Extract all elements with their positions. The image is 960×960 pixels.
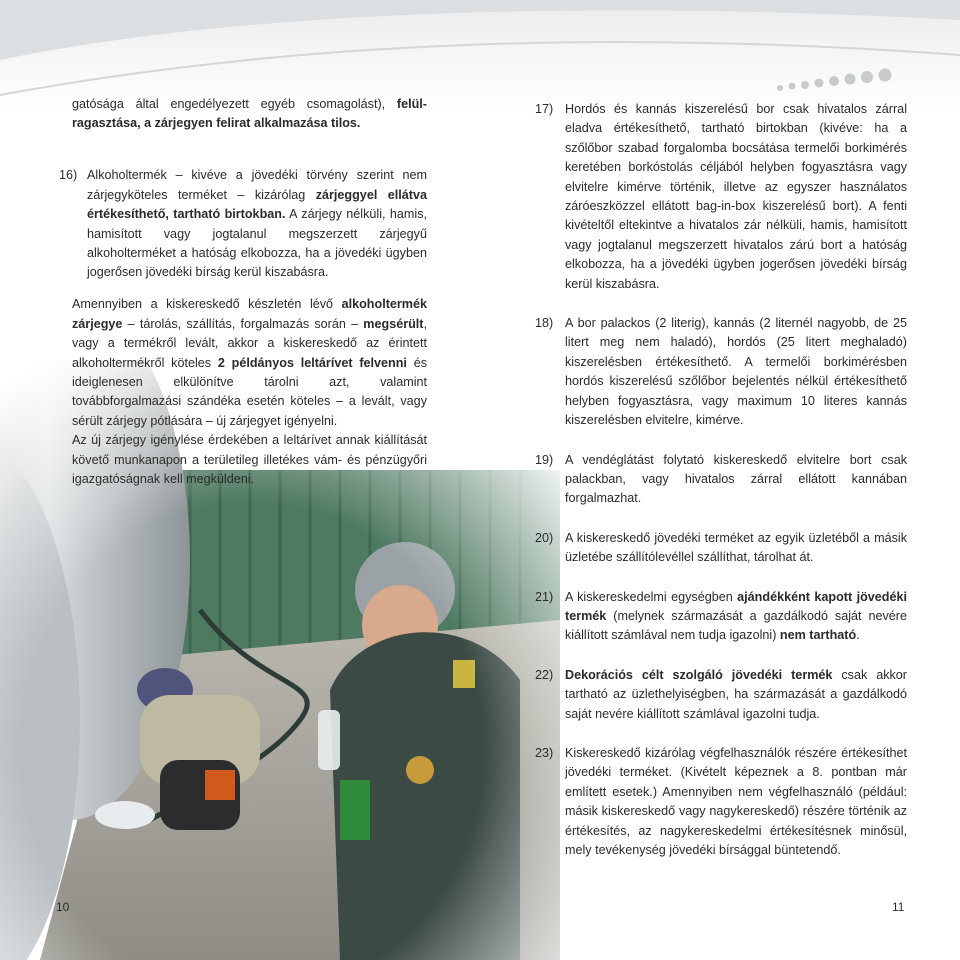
para-text: – tárolás, szállítás, forgalmazás során – bbox=[122, 316, 364, 331]
item-bold: Dekorációs célt szolgáló jövedéki termék bbox=[565, 667, 833, 682]
item-bold: zárjeggyel ellátva értékesíthető, tartható birtokban. bbox=[87, 187, 427, 222]
list-item-18 bbox=[535, 314, 907, 430]
para-text: , vagy a termékről levált, akkor a kiskereskedő az érintett alkoholtermékről köteles bbox=[72, 316, 427, 370]
right-column bbox=[535, 100, 907, 860]
item-text: csak akkor tartható az üzlethelyiségben, ha származását a gazdálkodó saját nevére kiállított számlával igazolni tudja. bbox=[565, 667, 907, 721]
list-item-22 bbox=[535, 666, 907, 724]
para-text: és ideiglenesen elkülönítve tárolni azt, valamint továbbforgalmazási szándéka esetén köteles – a levált, vagy sérült zárjegy pótlására – új zárjegyet igényelni. bbox=[72, 355, 427, 428]
list-item-16 bbox=[59, 166, 427, 282]
intro-bold: felülragasztása, a zárjegyen felirat alkalmazása tilos. bbox=[72, 97, 427, 131]
item-text: A kiskereskedelmi egységben bbox=[565, 589, 738, 604]
item-text: A kiskereskedő jövedéki terméket az egyik üzletéből a másik üzletébe szállítólevéllel szállíthat, tárolhat át. bbox=[565, 530, 907, 565]
item-text: Alkoholtermék – kivéve a jövedéki törvény szerint nem zárjegyköteles terméket – kizárólag bbox=[87, 168, 427, 202]
list-item-17 bbox=[535, 100, 907, 294]
paragraph-damaged-seal bbox=[72, 295, 427, 431]
left-column bbox=[59, 95, 428, 490]
item-number: 19) bbox=[535, 452, 554, 467]
para-bold: alkoholtermék zárjegye bbox=[72, 297, 427, 331]
item-number: 21) bbox=[535, 589, 554, 604]
item-text: A zárjegy nélküli, hamis, hamisított vagy jogtalanul megszerzett zárjegyű alkoholterméket a hatóság elkobozza, ha a jövedéki ügyben jogerősen jövedéki bírság kerül kiszabásra. bbox=[87, 207, 428, 280]
item-text: Kiskereskedő kizárólag végfelhasználók részére értékesíthet jövedéki terméket. (Kivételt képeznek a 8. pontban már említett esetek.) Amennyiben nem végfelhasználó (például: másik kiskereskedő vagy nagykereskedő) részére történik az értékesítés, az nagykereskedelmi értékesítésnek minősül, mely tevékenység jövedéki bírsággal büntetendő. bbox=[565, 745, 907, 857]
para-text: Amennyiben a kiskereskedő készletén lévő bbox=[72, 297, 342, 312]
page-number-right: 11 bbox=[892, 900, 905, 914]
item-text: A vendéglátást folytató kiskereskedő elvitelre bort csak palackban, vagy hivatalos zárral ellátott kannában forgalmazhat. bbox=[565, 452, 907, 506]
list-item-20 bbox=[535, 529, 907, 568]
item-number: 23) bbox=[535, 745, 554, 760]
item-text: Hordós és kannás kiszerelésű bor csak hivatalos zárral eladva értékesíthető, tartható birtokban (kivéve: ha a szőlőbor szabad forgalomba bocsátása termelői borkimérés keretében borkóstolás céljából helyben fogyasztásra vagy elvitelre kimérve történik, illetve az egyszer használatos záróeszközzel ellátott bag-in-box kiszerelésű bort). A fenti kivételtől eltekintve a hivatalos zár nélküli, hamis, hamisított vagy jogtalanul megszerzett hivatalos zárú bort a hatóság elkobozza, ha a jövedéki ügyben jogerősen jövedéki bírság kerül kiszabásra. bbox=[565, 102, 907, 291]
intro-text: gatósága által engedélyezett egyéb csomagolást), bbox=[72, 97, 397, 111]
intro-paragraph bbox=[72, 95, 427, 134]
header-decoration bbox=[0, 0, 960, 110]
item-text: A bor palackos (2 literig), kannás (2 liternél nagyobb, de 25 litert meg nem haladó), hordós (25 litert meghaladó) kiszerelésben értékesíthető. A termelői borkimérésben hordós kiszerelésű szőlőbor bejelentés nélkül értékesíthető helyben fogyasztásra, vagy maximum 10 literes kannás kiszerelésben elvitelre, kimérve. bbox=[565, 316, 907, 428]
item-number: 18) bbox=[535, 316, 554, 331]
page-number-left: 10 bbox=[56, 900, 70, 914]
list-item-21 bbox=[535, 588, 907, 646]
item-number: 17) bbox=[535, 102, 554, 116]
item-bold: ajándékként kapott jövedéki termék bbox=[565, 589, 907, 623]
item-text: . bbox=[856, 628, 860, 643]
item-number: 22) bbox=[535, 667, 554, 682]
item-text: (melynek származását a gazdálkodó saját nevére kiállított számlával nem tudja igazolni) bbox=[565, 608, 907, 643]
para-bold: 2 példányos leltárívet felvenni bbox=[217, 355, 407, 370]
list-item-23 bbox=[535, 744, 907, 860]
list-item-19 bbox=[535, 451, 907, 509]
item-number: 20) bbox=[535, 530, 554, 545]
paragraph-new-seal: Az új zárjegy igénylése érdekében a leltárívet annak kiállítását követő munkanapon a területileg illetékes vám- és pénzügyőri igazgatóságnak kell megküldeni. bbox=[72, 433, 427, 487]
para-bold: megsérült bbox=[363, 316, 424, 331]
item-number: 16) bbox=[59, 168, 78, 183]
item-bold: nem tartható bbox=[779, 628, 857, 643]
